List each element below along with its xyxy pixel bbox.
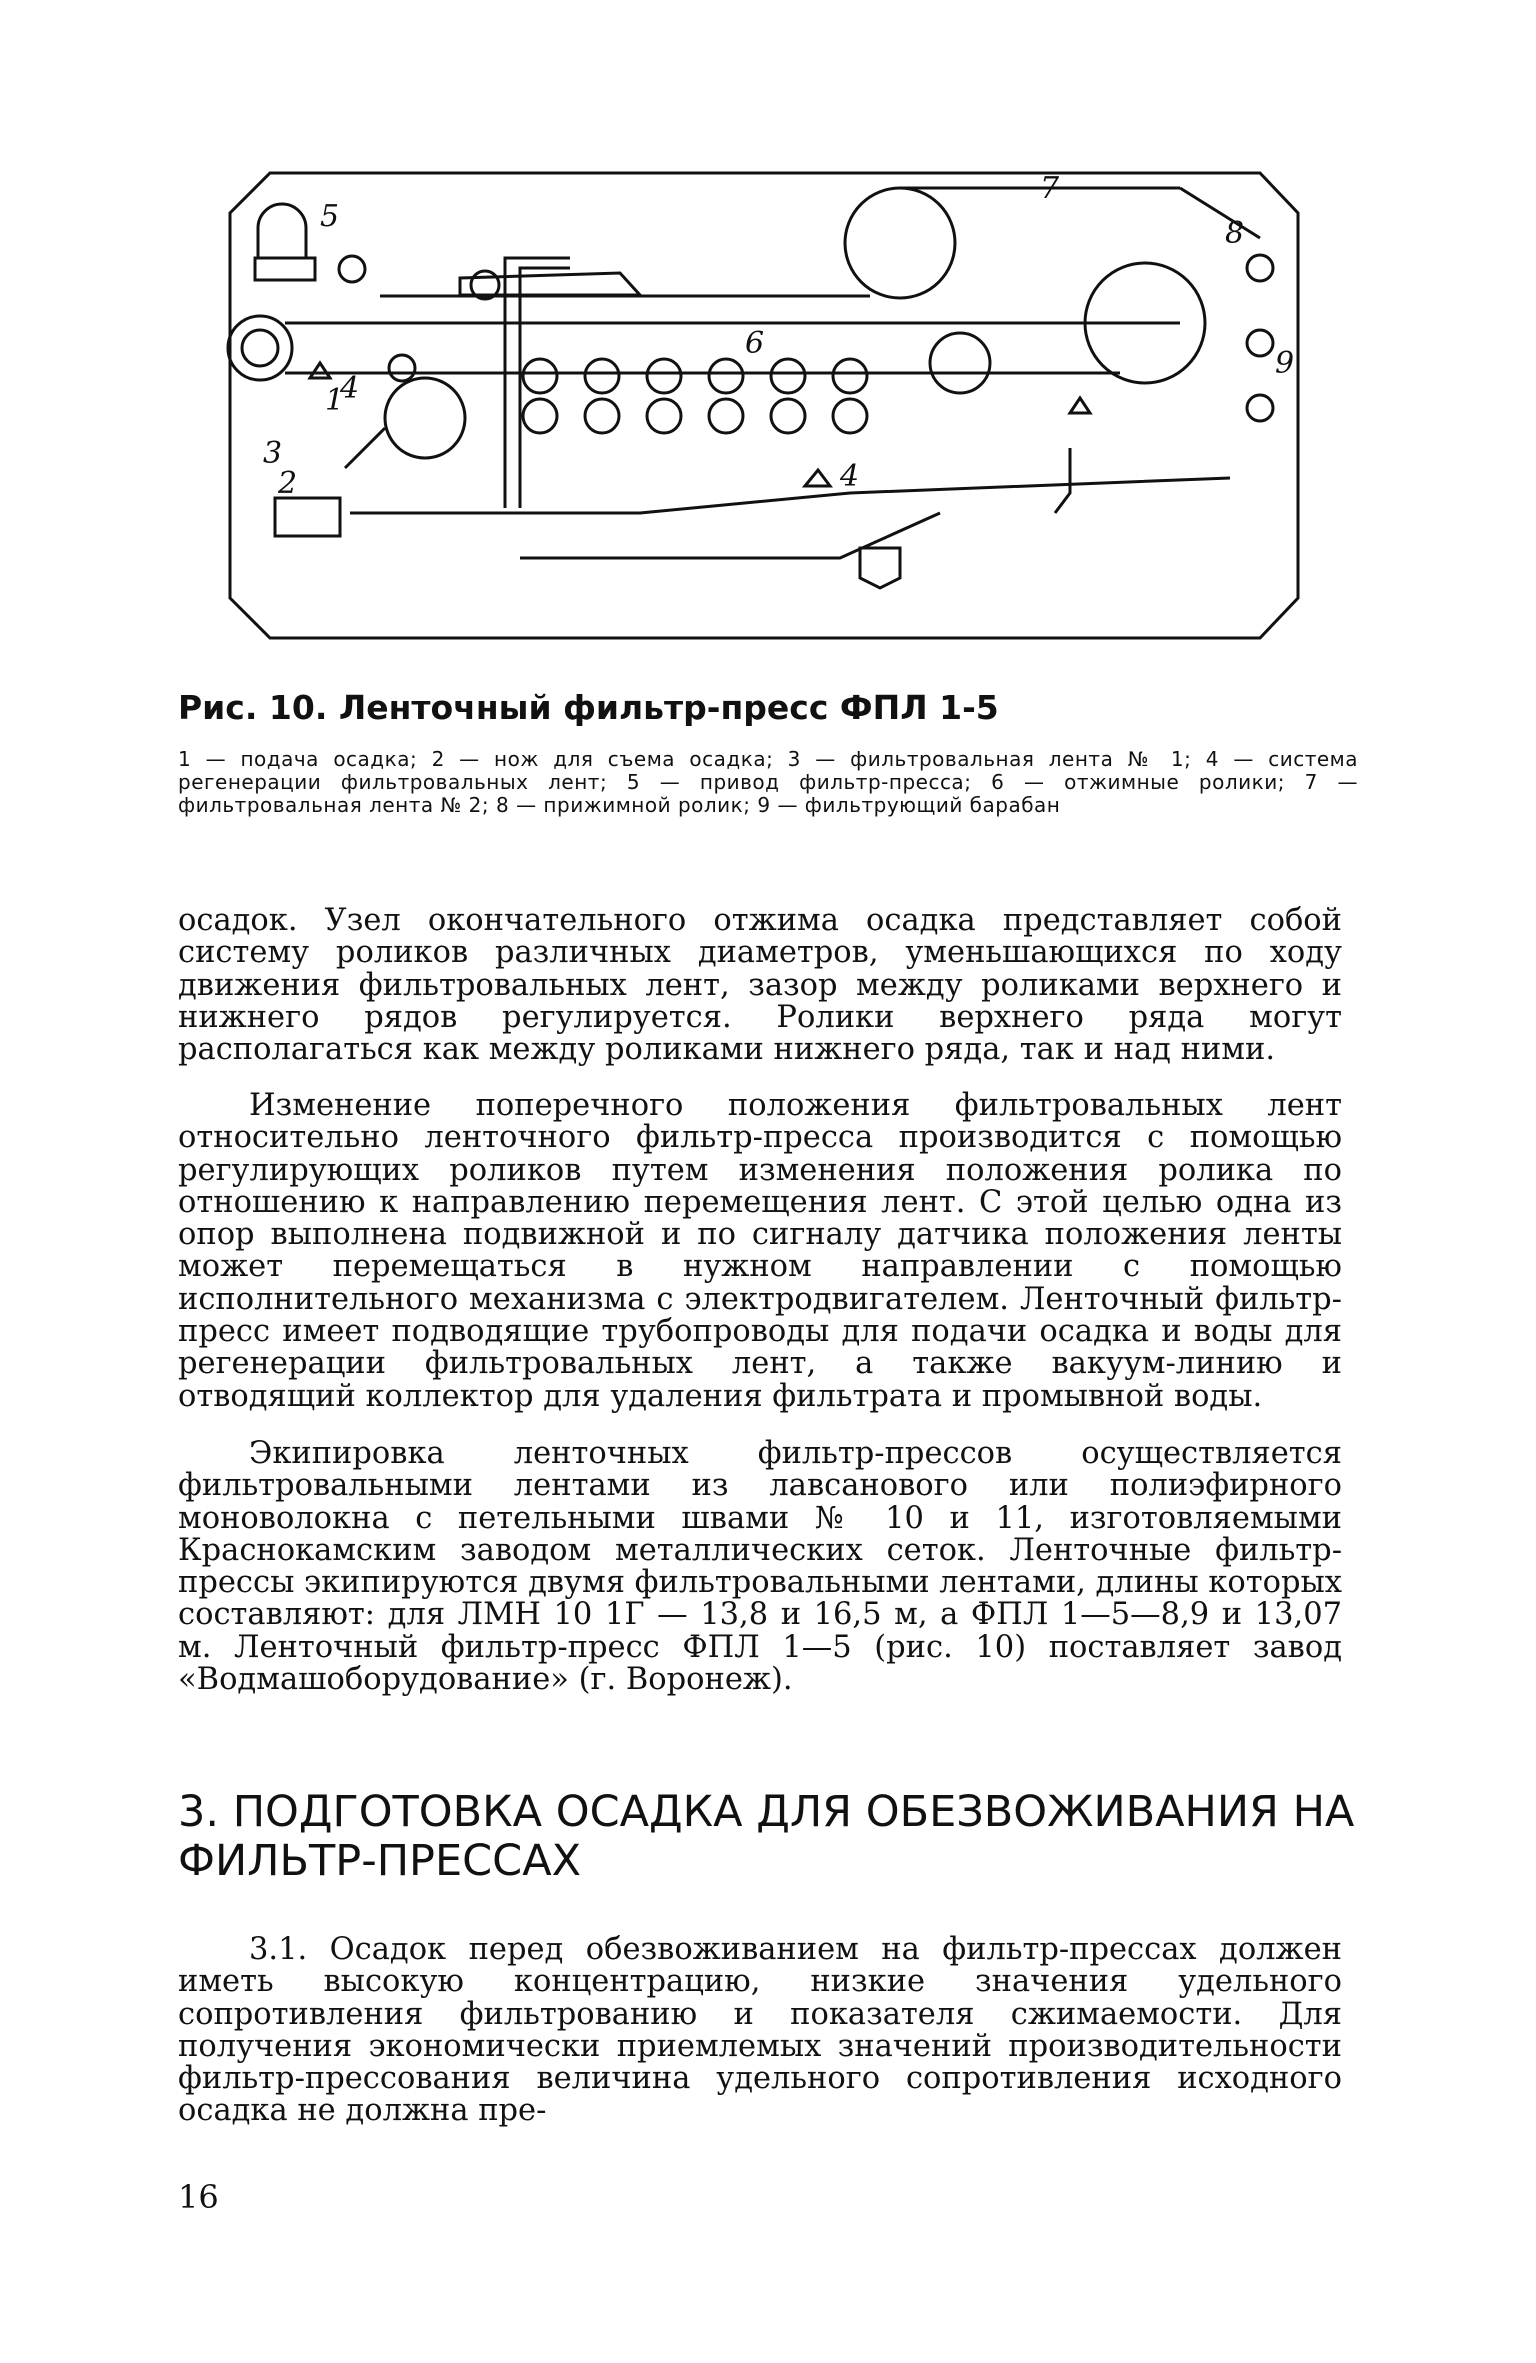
- paragraph-text: осадок. Узел окончательного отжима осадка представляет собой систему роликов различных диаметров, уменьшающихся по ходу движения фильтровальных лент, зазор между роликами верхнего и нижнего рядов регулируется. Ролики верхнего ряда могут располагаться как между роликами нижнего ряда, так и над ними.: [178, 903, 1342, 1068]
- figure-label: 2: [278, 466, 298, 501]
- figure-label: 9: [1275, 346, 1295, 381]
- page-number: 16: [178, 2178, 219, 2216]
- paragraph: [178, 1438, 1342, 1696]
- paragraph: [178, 1090, 1342, 1413]
- figure-label: 8: [1225, 216, 1245, 251]
- paragraph-text: Изменение поперечного положения фильтровальных лент относительно ленточного фильтр-пресса производится с помощью регулирующих роликов путем изменения положения ролика по отношению к направлению перемещения лент. С этой целью одна из опор выполнена подвижной и по сигналу датчика положения ленты может перемещаться в нужном направлении с помощью исполнительного механизма с электродвигателем. Ленточный фильтр-пресс имеет подводящие трубопроводы для подачи осадка и воды для регенерации фильтровальных лент, а также вакуум-линию и отводящий коллектор для удаления фильтрата и промывной воды.: [178, 1088, 1342, 1414]
- paragraph-text: 3.1. Осадок перед обезвоживанием на фильтр-прессах должен иметь высокую концентрацию, низкие значения удельного сопротивления фильтрованию и показателя сжимаемости. Для получения экономически приемлемых значений производительности фильтр-прессования величина удельного сопротивления исходного осадка не должна пре-: [178, 1932, 1342, 2129]
- figure-label: 5: [320, 199, 340, 234]
- filtrate-outlet: [860, 548, 900, 588]
- paragraph: [178, 1934, 1342, 2128]
- paragraph-text: Экипировка ленточных фильтр-прессов осуществляется фильтровальными лентами из лавсанового или полиэфирного моноволокна с петельными швами № 10 и 11, изготовляемыми Краснокамским заводом металлических сеток. Ленточные фильтр-прессы экипируются двумя фильтровальными лентами, длины которых составляют: для ЛМН 10 1Г — 13,8 и 16,5 м, а ФПЛ 1—5—8,9 и 13,07 м. Ленточный фильтр-пресс ФПЛ 1—5 (рис. 10) поставляет завод «Водмашоборудование» (г. Воронеж).: [178, 1436, 1342, 1698]
- figure-label: 7: [1040, 171, 1060, 206]
- pressure-roller: [1247, 255, 1273, 281]
- drive-motor: [258, 204, 306, 258]
- left-drum: [228, 316, 292, 380]
- upper-drum: [845, 188, 955, 298]
- figure-label: 4: [840, 459, 860, 494]
- figure-label: 6: [745, 326, 765, 361]
- sludge-bin: [275, 498, 340, 536]
- filter-press-diagram: [220, 168, 1305, 648]
- front-drum: [385, 378, 465, 458]
- paragraph: [178, 905, 1342, 1066]
- figure-legend: 1 — подача осадка; 2 — нож для съема осадка; 3 — фильтровальная лента № 1; 4 — система регенерации фильтровальных лент; 5 — привод фильтр-пресса; 6 — отжимные ролики; 7 — фильтровальная лента № 2; 8 — прижимной ролик; 9 — фильтрующий барабан: [178, 747, 1358, 817]
- figure-label: 3: [263, 436, 283, 471]
- drive-base: [255, 258, 315, 280]
- section-heading: 3. ПОДГОТОВКА ОСАДКА ДЛЯ ОБЕЗВОЖИВАНИЯ НА ФИЛЬТР-ПРЕССАХ: [178, 1787, 1355, 1886]
- figure-label: 4: [340, 371, 360, 406]
- figure-label: 1: [325, 383, 345, 418]
- figure-caption-title: Рис. 10. Ленточный фильтр-пресс ФПЛ 1-5: [178, 688, 999, 727]
- frame-outline: [230, 173, 1298, 638]
